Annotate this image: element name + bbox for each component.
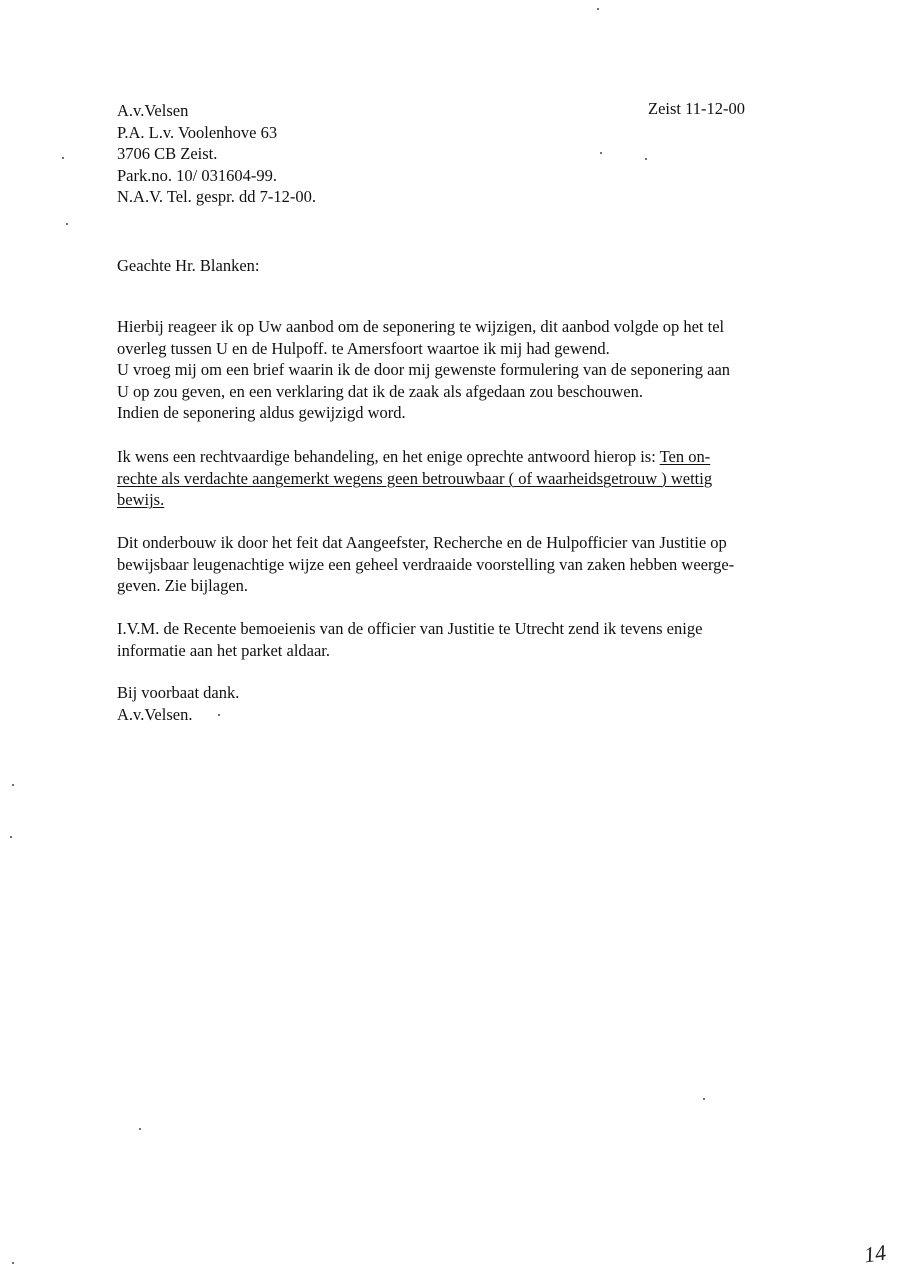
scan-speck — [645, 158, 647, 160]
paragraph-line: geven. Zie bijlagen. — [117, 576, 249, 595]
paragraph-line: bewijsbaar leugenachtige wijze een geheel verdraaide voorstelling van zaken hebben weerge- — [117, 554, 735, 574]
closing-phrase: Bij voorbaat dank. — [117, 683, 240, 702]
paragraph-text: Ik wens een rechtvaardige behandeling, en het enige oprechte antwoord hierop is: — [117, 447, 660, 466]
paragraph-2 — [117, 446, 712, 511]
paragraph-line: informatie aan het parket aldaar. — [117, 640, 331, 660]
reference-line: N.A.V. Tel. gespr. dd 7-12-00. — [117, 187, 316, 206]
parket-number: Park.no. 10/ 031604-99. — [117, 165, 277, 185]
salutation: Geachte Hr. Blanken: — [117, 256, 260, 275]
sender-address — [117, 100, 316, 208]
paragraph-line: overleg tussen U en de Hulpoff. te Amersfoort waartoe ik mij had gewend. — [117, 338, 610, 358]
paragraph-3 — [117, 532, 734, 597]
signature-name: A.v.Velsen. — [117, 704, 193, 724]
underlined-text: rechte als verdachte aangemerkt wegens geen betrouwbaar ( of waarheidsgetrouw ) wettig — [117, 468, 713, 488]
paragraph-line — [117, 446, 712, 468]
scan-speck — [597, 8, 599, 10]
scan-speck — [139, 1128, 141, 1130]
paragraph-line — [117, 489, 712, 511]
paragraph-line: Hierbij reageer ik op Uw aanbod om de seponering te wijzigen, dit aanbod volgde op het tel — [117, 317, 725, 336]
paragraph-4 — [117, 618, 702, 661]
underlined-text: Ten on- — [659, 447, 711, 466]
scan-speck — [12, 784, 14, 786]
page-number-mark: 14 — [862, 1239, 888, 1268]
scan-speck — [66, 223, 68, 225]
closing — [117, 682, 239, 725]
scan-speck — [10, 836, 12, 838]
scan-speck — [218, 714, 220, 716]
paragraph-line: I.V.M. de Recente bemoeienis van de officier van Justitie te Utrecht zend ik tevens enige — [117, 619, 703, 638]
sender-street: P.A. L.v. Voolenhove 63 — [117, 122, 278, 142]
letter-date: Zeist 11-12-00 — [648, 99, 745, 118]
paragraph-line: U op zou geven, en een verklaring dat ik de zaak als afgedaan zou beschouwen. — [117, 381, 643, 401]
scan-speck — [62, 157, 64, 159]
scan-speck — [703, 1098, 705, 1100]
paragraph-1 — [117, 316, 730, 424]
paragraph-line: U vroeg mij om een brief waarin ik de door mij gewenste formulering van de seponering aan — [117, 360, 731, 379]
paragraph-line: Dit onderbouw ik door het feit dat Aangeefster, Recherche en de Hulpofficier van Justitie op — [117, 533, 727, 552]
scan-speck — [600, 152, 602, 154]
scan-speck — [12, 1262, 14, 1264]
paragraph-line: Indien de seponering aldus gewijzigd word. — [117, 403, 406, 422]
sender-postcode-city: 3706 CB Zeist. — [117, 144, 218, 163]
underlined-text: bewijs. — [117, 490, 165, 509]
sender-name: A.v.Velsen — [117, 101, 189, 120]
